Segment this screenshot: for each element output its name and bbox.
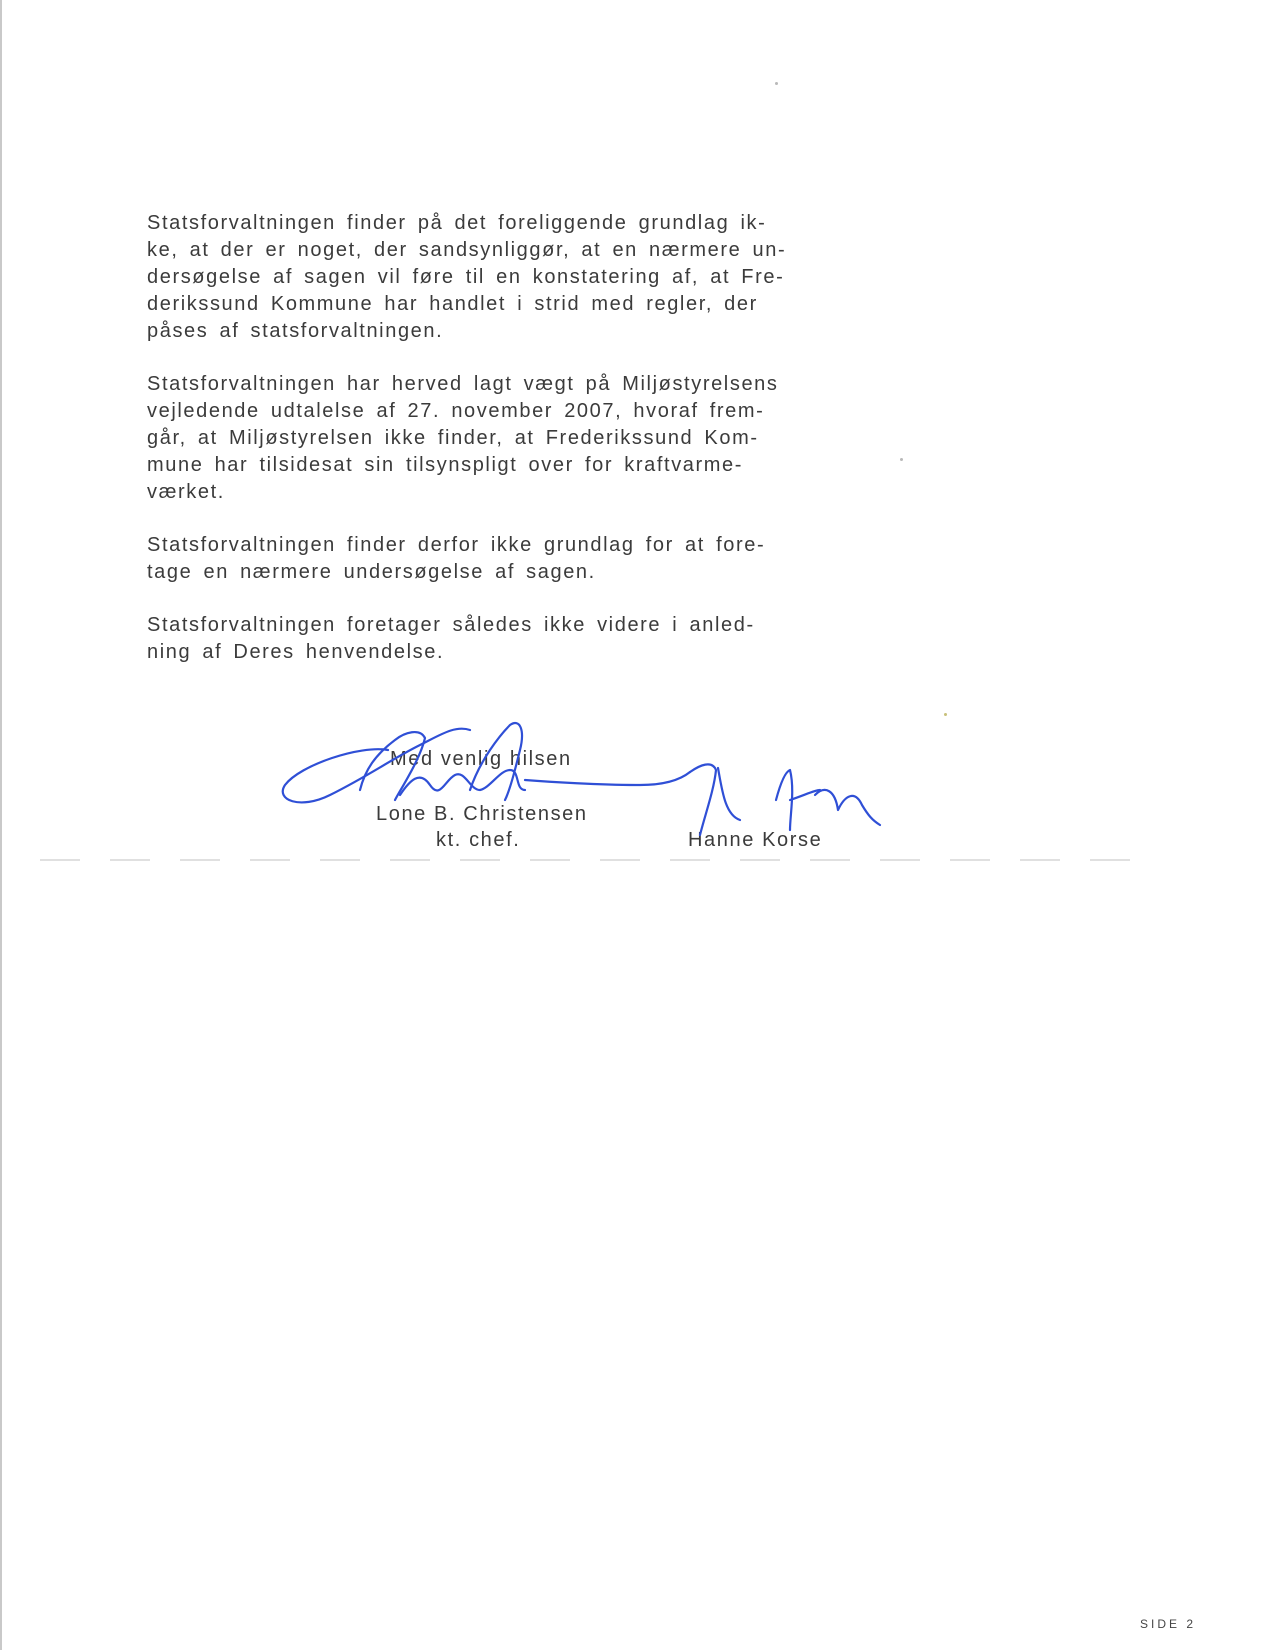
signature-1-tail xyxy=(525,772,690,785)
paragraph-1: Statsforvaltningen finder på det foreliggende grundlag ik- ke, at der er noget, der sandsynliggør, at en nærmere un- dersøgelse af sagen vil føre til en konstatering af, at Fre- derikssund Kommune har handlet i strid med regler, der påses af statsforvaltningen. xyxy=(147,212,787,342)
paragraph-2: Statsforvaltningen har herved lagt vægt på Miljøstyrelsens vejledende udtalelse af 27. november 2007, hvoraf frem- går, at Miljøstyrelsen ikke finder, at Frederikssund Kom- mune har tilsidesat sin tilsynspligt over for kraftvarme- værket. xyxy=(147,373,779,503)
signer-1-name: Lone B. Christensen xyxy=(376,803,588,825)
page-edge xyxy=(0,0,2,1650)
letter-body xyxy=(147,210,852,692)
scan-speck xyxy=(944,713,947,716)
paragraph-4: Statsforvaltningen foretager således ikke videre i anled- ning af Deres henvendelse. xyxy=(147,614,755,663)
signature-2-stroke xyxy=(690,764,716,835)
scan-speck xyxy=(900,458,903,461)
signature-1-upstroke xyxy=(470,723,522,800)
closing-text: Med venlig hilsen xyxy=(390,748,572,770)
signature-1-loop xyxy=(360,732,425,800)
paragraph-3: Statsforvaltningen finder derfor ikke grundlag for at fore- tage en nærmere undersøgelse af sagen. xyxy=(147,534,766,583)
signature-1-stroke xyxy=(283,729,470,803)
signature-2-mid xyxy=(718,768,740,820)
signature-2-end xyxy=(815,790,880,825)
signature-1-letters xyxy=(400,770,525,795)
signature-2-k xyxy=(776,770,820,830)
scan-speck xyxy=(775,82,778,85)
signer-2-name: Hanne Korse xyxy=(688,829,823,851)
fold-line xyxy=(40,859,1140,861)
signer-1-title: kt. chef. xyxy=(436,829,521,851)
page-number: SIDE 2 xyxy=(1140,1617,1197,1631)
